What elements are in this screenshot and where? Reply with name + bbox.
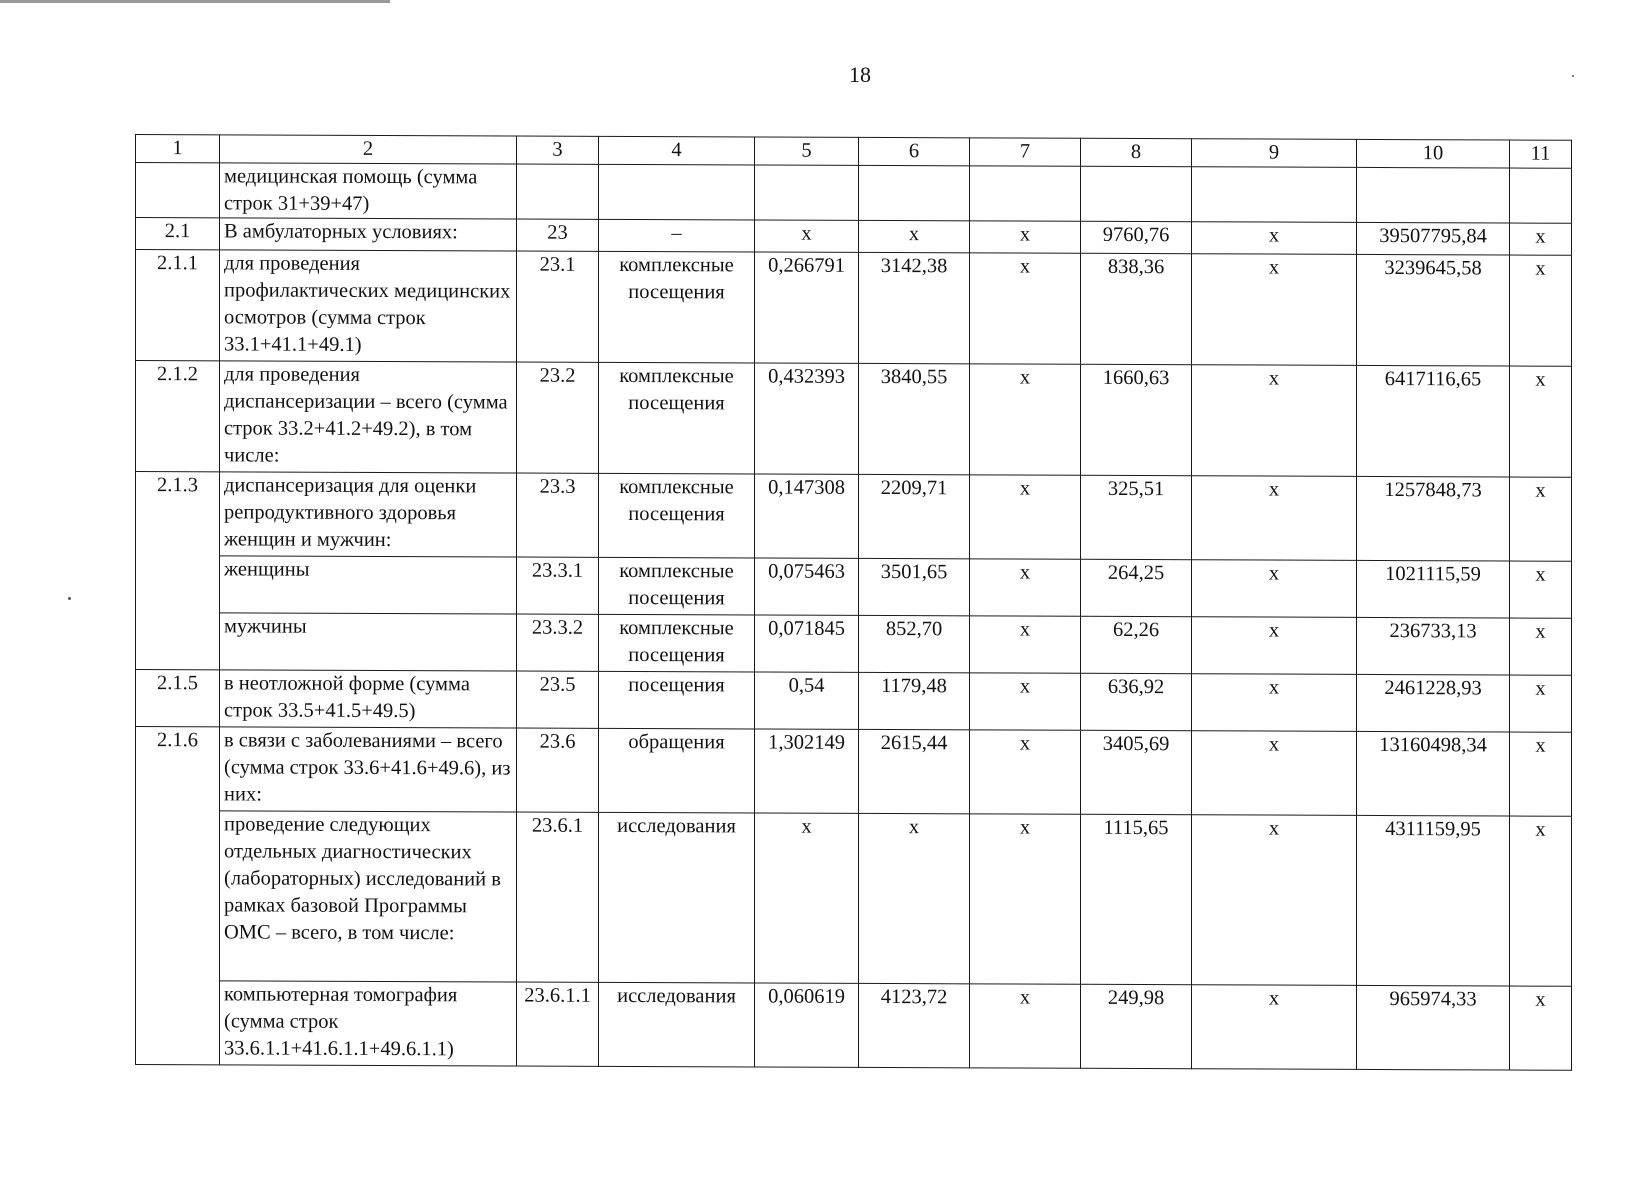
row-unit: исследования: [599, 982, 755, 1067]
row-col7: х: [970, 364, 1081, 475]
header-cell: 11: [1510, 140, 1572, 168]
row-line-code: [517, 164, 599, 219]
row-unit: комплексные посещения: [599, 473, 755, 558]
scan-edge: [0, 0, 390, 3]
row-col10: 236733,13: [1357, 617, 1510, 675]
row-name: компьютерная томография (сумма строк 33.6.1.1+41.6.1.1+49.6.1.1): [220, 981, 517, 1066]
row-col7: х: [970, 559, 1081, 616]
row-unit: комплексные посещения: [599, 614, 755, 672]
header-cell: 1: [136, 135, 220, 163]
row-col6: [859, 165, 970, 220]
row-line-code: 23.1: [517, 251, 599, 362]
row-number: 2.1.6: [136, 727, 220, 1065]
row-line-code: 23.6: [517, 728, 599, 812]
row-col5: 0,075463: [755, 558, 859, 615]
row-unit: комплексные посещения: [599, 362, 755, 474]
row-unit: обращения: [599, 728, 755, 813]
row-col11: х: [1510, 255, 1572, 366]
row-col11: х: [1510, 675, 1572, 732]
row-line-code: 23: [517, 219, 599, 251]
row-col9: [1192, 167, 1357, 223]
row-col7: х: [970, 984, 1081, 1068]
row-col10: 965974,33: [1357, 985, 1510, 1070]
scan-speck: [68, 597, 71, 600]
header-cell: 2: [220, 135, 517, 164]
row-name: для проведения профилактических медицинских осмотров (сумма строк 33.1+41.1+49.1): [220, 250, 517, 362]
row-col5: 0,147308: [755, 474, 859, 558]
row-unit: комплексные посещения: [599, 557, 755, 615]
header-cell: 7: [970, 138, 1081, 166]
row-col6: 852,70: [859, 615, 970, 672]
row-col5: 0,071845: [755, 615, 859, 672]
row-col7: х: [970, 814, 1081, 984]
row-col7: х: [970, 253, 1081, 364]
table-row: [136, 250, 1572, 367]
row-unit: комплексные посещения: [599, 251, 755, 363]
row-col9: х: [1192, 560, 1357, 618]
table-row: [136, 556, 1572, 619]
row-col11: х: [1510, 618, 1572, 675]
row-col9: х: [1192, 985, 1357, 1070]
row-col9: х: [1192, 731, 1357, 816]
row-line-code: 23.3: [517, 473, 599, 557]
row-col8: 249,98: [1081, 984, 1192, 1068]
row-number: [136, 163, 220, 218]
row-name: в связи с заболеваниями – всего (сумма строк 33.6+41.6+49.6), из них:: [220, 727, 517, 812]
row-col7: х: [970, 730, 1081, 814]
header-cell: 4: [599, 136, 755, 165]
row-col10: 39507795,84: [1357, 222, 1510, 255]
row-col5: х: [755, 220, 859, 252]
row-col5: [755, 165, 859, 220]
row-col9: х: [1192, 222, 1357, 255]
row-col6: х: [859, 813, 970, 983]
row-col9: х: [1192, 254, 1357, 366]
row-name: женщины: [220, 556, 517, 614]
row-name: диспансеризация для оценки репродуктивного здоровья женщин и мужчин:: [220, 472, 517, 557]
row-unit: [599, 164, 755, 220]
row-col11: х: [1510, 732, 1572, 816]
header-cell: 8: [1081, 138, 1192, 166]
row-col10: 1257848,73: [1357, 476, 1510, 561]
row-name: для проведения диспансеризации – всего (сумма строк 33.2+41.2+49.2), в том числе:: [220, 361, 517, 473]
data-table: [135, 134, 1572, 1071]
row-col7: х: [970, 221, 1081, 253]
row-col7: х: [970, 673, 1081, 730]
row-col9: х: [1192, 815, 1357, 986]
row-col10: 6417116,65: [1357, 365, 1510, 477]
row-col11: х: [1510, 816, 1572, 986]
row-col8: 9760,76: [1081, 221, 1192, 253]
row-col8: [1081, 166, 1192, 221]
row-col8: 3405,69: [1081, 730, 1192, 814]
row-col8: 838,36: [1081, 253, 1192, 364]
row-unit: –: [599, 219, 755, 252]
row-col8: 1660,63: [1081, 364, 1192, 475]
page-number: 18: [849, 62, 871, 87]
row-number: 2.1.5: [136, 670, 220, 727]
row-col5: 0,54: [755, 672, 859, 729]
row-col8: 636,92: [1081, 673, 1192, 730]
header-cell: 5: [755, 137, 859, 165]
row-col10: 4311159,95: [1357, 815, 1510, 986]
row-col6: 4123,72: [859, 983, 970, 1067]
row-name: В амбулаторных условиях:: [220, 218, 517, 251]
table-row: [136, 670, 1572, 733]
row-col7: [970, 166, 1081, 221]
row-col11: х: [1510, 477, 1572, 561]
row-col11: х: [1510, 223, 1572, 255]
row-col7: х: [970, 475, 1081, 559]
row-col10: 1021115,59: [1357, 560, 1510, 618]
row-unit: посещения: [599, 671, 755, 729]
row-col9: х: [1192, 476, 1357, 561]
table-row: [136, 613, 1572, 676]
row-number: 2.1.3: [136, 472, 220, 670]
row-col10: [1357, 167, 1510, 223]
table-row: [136, 811, 1572, 987]
row-col10: 2461228,93: [1357, 674, 1510, 732]
row-line-code: 23.3.2: [517, 614, 599, 671]
row-col11: [1510, 168, 1572, 223]
row-name: в неотложной форме (сумма строк 33.5+41.5+49.5): [220, 670, 517, 728]
row-col9: х: [1192, 617, 1357, 675]
table-row: [136, 472, 1572, 562]
row-number: 2.1.1: [136, 250, 220, 361]
row-col5: х: [755, 813, 859, 983]
row-col5: 0,432393: [755, 363, 859, 474]
row-col9: х: [1192, 674, 1357, 732]
header-cell: 3: [517, 136, 599, 164]
row-col6: х: [859, 220, 970, 252]
row-col10: 13160498,34: [1357, 731, 1510, 816]
row-col8: 325,51: [1081, 475, 1192, 559]
row-col5: 0,266791: [755, 252, 859, 363]
row-name: мужчины: [220, 613, 517, 671]
table-row: [136, 361, 1572, 478]
row-col6: 1179,48: [859, 672, 970, 729]
row-col6: 2615,44: [859, 729, 970, 813]
row-col5: 1,302149: [755, 729, 859, 813]
row-col11: х: [1510, 986, 1572, 1070]
header-cell: 9: [1192, 139, 1357, 168]
row-col11: х: [1510, 561, 1572, 618]
header-cell: 6: [859, 137, 970, 165]
row-col10: 3239645,58: [1357, 254, 1510, 366]
row-col7: х: [970, 616, 1081, 673]
row-line-code: 23.6.1: [517, 812, 599, 982]
row-number: 2.1.2: [136, 361, 220, 472]
row-line-code: 23.5: [517, 671, 599, 728]
row-name: медицинская помощь (сумма строк 31+39+47): [220, 163, 517, 219]
row-col8: 264,25: [1081, 559, 1192, 616]
table-row: [136, 163, 1572, 224]
table-row: [136, 981, 1572, 1071]
row-col9: х: [1192, 365, 1357, 477]
row-col8: 62,26: [1081, 616, 1192, 673]
row-name: проведение следующих отдельных диагностических (лабораторных) исследований в рамках базовой Программы ОМС – всего, в том числе:: [220, 811, 517, 982]
row-line-code: 23.2: [517, 362, 599, 473]
row-col6: 3501,65: [859, 558, 970, 615]
row-col6: 3142,38: [859, 252, 970, 363]
row-unit: исследования: [599, 812, 755, 983]
row-col5: 0,060619: [755, 983, 859, 1067]
row-col11: х: [1510, 366, 1572, 477]
row-number: 2.1: [136, 218, 220, 250]
row-line-code: 23.6.1.1: [517, 982, 599, 1066]
header-cell: 10: [1357, 139, 1510, 168]
table-row: [136, 727, 1572, 817]
row-col6: 3840,55: [859, 363, 970, 474]
row-line-code: 23.3.1: [517, 557, 599, 614]
row-col8: 1115,65: [1081, 814, 1192, 984]
row-col6: 2209,71: [859, 474, 970, 558]
